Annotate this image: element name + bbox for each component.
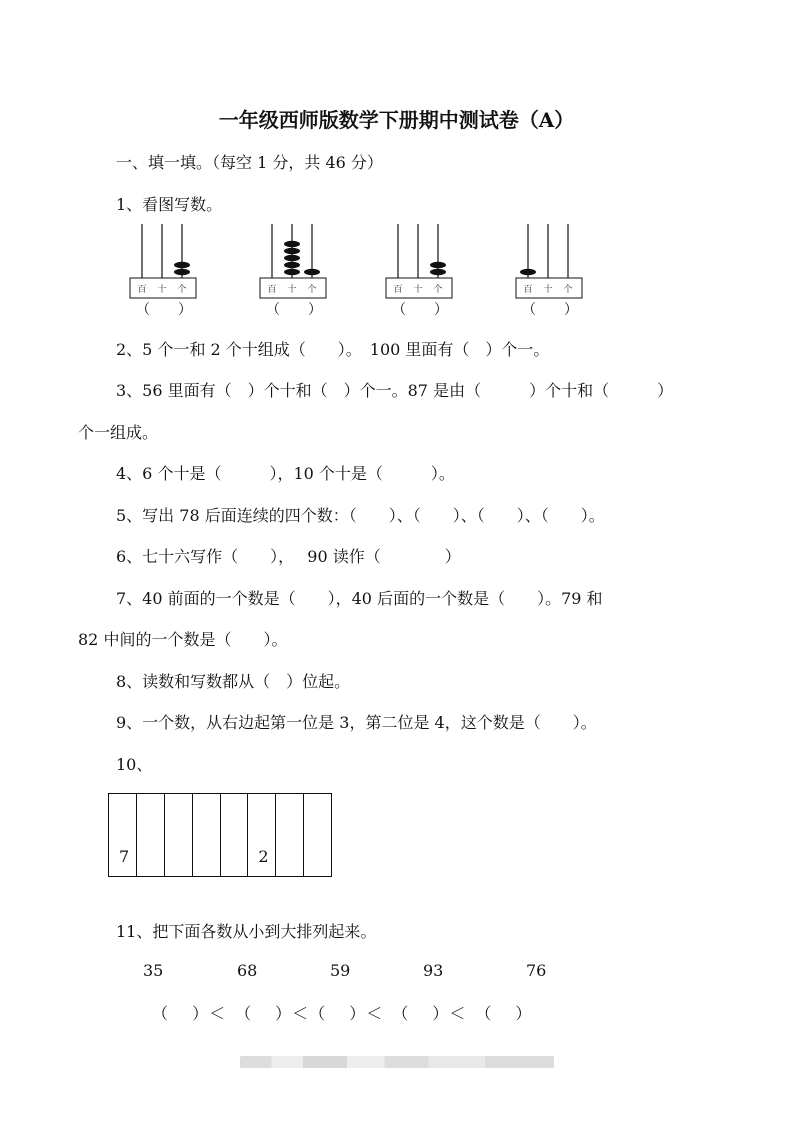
abacus-bead	[284, 269, 300, 275]
blurred-footer	[240, 1056, 554, 1068]
order-number: 59	[330, 961, 351, 980]
section-heading: 一、填一填。（每空 1 分，共 46 分）	[116, 153, 383, 172]
abacus-place-label: 百	[137, 285, 147, 295]
abacus-4	[514, 222, 586, 322]
question-3-cont: 个一组成。	[78, 423, 159, 442]
grid-cell: 2	[248, 794, 276, 876]
abacus-bead	[284, 255, 300, 261]
order-number: 76	[526, 961, 547, 980]
abacus-place-label: 百	[267, 285, 277, 295]
abacus-bead	[284, 262, 300, 268]
abacus-place-label: 个	[177, 285, 187, 295]
abacus-answer: （ ）	[136, 302, 192, 318]
abacus-place-label: 个	[433, 285, 443, 295]
order-number: 68	[237, 961, 258, 980]
grid-cell	[137, 794, 165, 876]
abacus-answer: （ ）	[392, 302, 448, 318]
abacus-bead	[430, 262, 446, 268]
question-5: 5、写出 78 后面连续的四个数：（ ）、（ ）、（ ）、（ ）。	[116, 506, 605, 525]
abacus-bead	[520, 269, 536, 275]
abacus-answer: （ ）	[266, 302, 322, 318]
question-2: 2、5 个一和 2 个十组成（ ）。 100 里面有（ ）个一。	[116, 340, 550, 359]
grid-cell	[276, 794, 304, 876]
question-10: 10、	[116, 755, 153, 774]
abacus-bead	[284, 241, 300, 247]
number-grid	[108, 793, 332, 877]
abacus-place-label: 百	[523, 285, 533, 295]
grid-cell	[193, 794, 221, 876]
grid-cell	[165, 794, 193, 876]
abacus-2	[258, 222, 330, 322]
question-11: 11、把下面各数从小到大排列起来。	[116, 922, 377, 941]
question-1: 1、看图写数。	[116, 195, 223, 214]
question-9: 9、一个数，从右边起第一位是 3，第二位是 4，这个数是（ ）。	[116, 713, 597, 732]
abacus-1	[128, 222, 200, 322]
question-7-cont: 82 中间的一个数是（ ）。	[78, 630, 288, 649]
abacus-bead	[430, 269, 446, 275]
question-3: 3、56 里面有（ ）个十和（ ）个一。87 是由（ ）个十和（ ）	[116, 381, 674, 400]
grid-cell: 7	[109, 794, 137, 876]
abacus-place-label: 十	[157, 285, 167, 295]
question-7: 7、40 前面的一个数是（ ），40 后面的一个数是（ ）。79 和	[116, 589, 603, 608]
order-number: 35	[143, 961, 164, 980]
question-6: 6、七十六写作（ ）， 90 读作（ ）	[116, 547, 461, 566]
abacus-place-label: 十	[413, 285, 423, 295]
abacus-place-label: 十	[287, 285, 297, 295]
abacus-bead	[284, 248, 300, 254]
abacus-place-label: 百	[393, 285, 403, 295]
abacus-bead	[304, 269, 320, 275]
abacus-bead	[174, 269, 190, 275]
abacus-bead	[174, 262, 190, 268]
grid-cell	[221, 794, 249, 876]
abacus-answer: （ ）	[522, 302, 578, 318]
abacus-place-label: 个	[307, 285, 317, 295]
question-4: 4、6 个十是（ ），10 个十是（ ）。	[116, 464, 455, 483]
abacus-place-label: 个	[563, 285, 573, 295]
order-number: 93	[423, 961, 444, 980]
abacus-3	[384, 222, 456, 322]
question-8: 8、读数和写数都从（ ）位起。	[116, 672, 351, 691]
order-answer-line: （ ）＜ （ ）＜（ ）＜ （ ）＜ （ ）	[152, 1004, 533, 1023]
page-title: 一年级西师版数学下册期中测试卷（A）	[218, 108, 575, 132]
grid-cell	[304, 794, 331, 876]
abacus-place-label: 十	[543, 285, 553, 295]
